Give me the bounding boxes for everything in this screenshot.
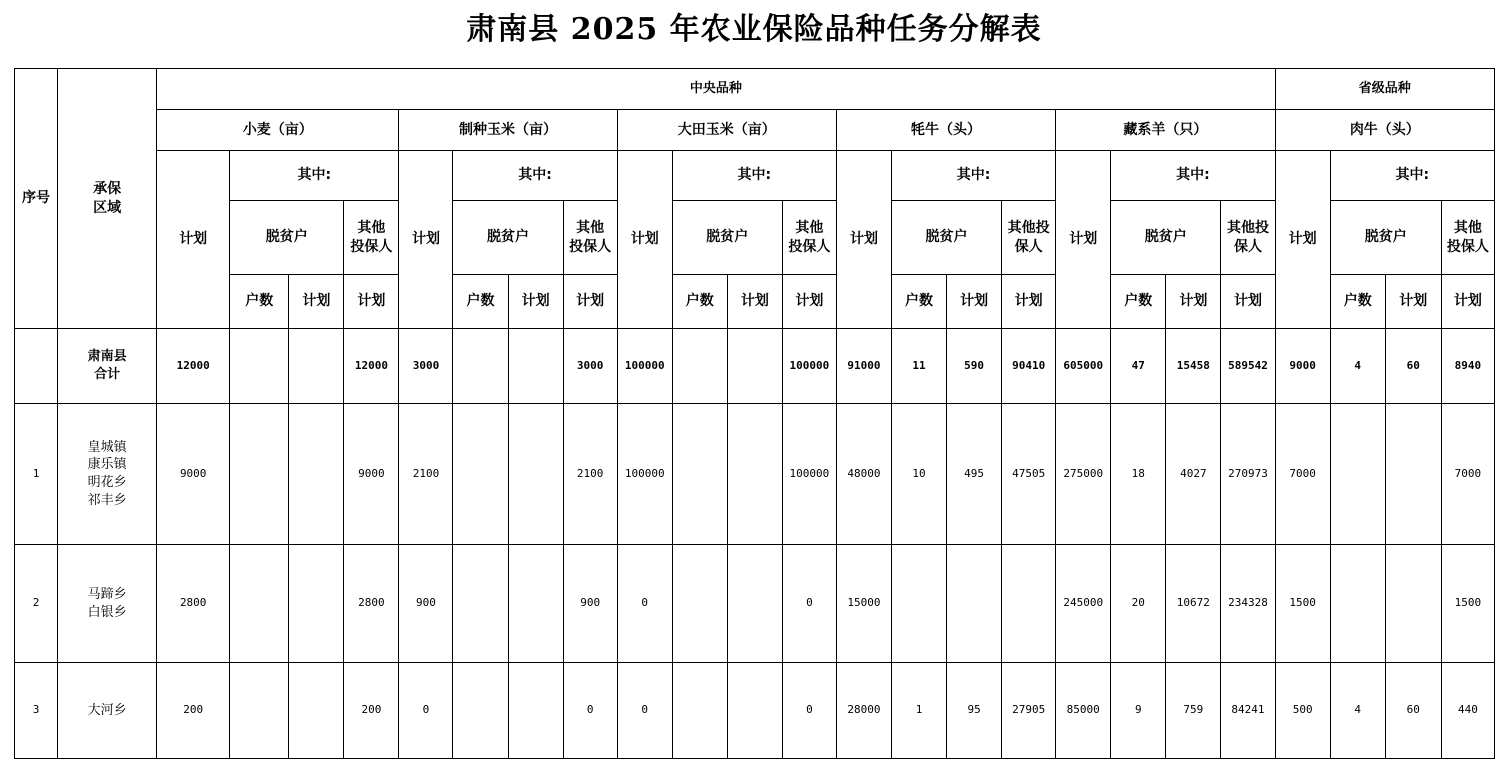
insurance-task-table (14, 68, 1495, 759)
cell-sheep-poverty-plan: 15458 (1166, 329, 1221, 404)
cell-field-corn-others-plan: 100000 (782, 404, 836, 545)
cell-cattle-plan: 1500 (1275, 545, 1330, 663)
header-yak-others: 其他投 保人 (1002, 201, 1056, 275)
cell-seed-corn-others-plan: 0 (563, 663, 617, 759)
header-wheat-poverty: 脱贫户 (230, 201, 344, 275)
row-seq (15, 329, 58, 404)
cell-seed-corn-poverty-plan (508, 404, 563, 545)
cell-sheep-households: 20 (1111, 545, 1166, 663)
cell-field-corn-poverty-plan (727, 329, 782, 404)
cell-yak-others-plan: 47505 (1002, 404, 1056, 545)
table-row-total (15, 329, 1495, 404)
header-seed-corn-poverty-plan: 计划 (508, 275, 563, 329)
cell-field-corn-others-plan: 0 (782, 545, 836, 663)
header-sheep-households: 户数 (1111, 275, 1166, 329)
cell-field-corn-households (672, 663, 727, 759)
cell-seed-corn-others-plan: 3000 (563, 329, 617, 404)
cell-seed-corn-plan: 2100 (399, 404, 453, 545)
cell-wheat-others-plan: 12000 (344, 329, 399, 404)
header-seed-corn: 制种玉米（亩） (399, 110, 617, 151)
header-yak-households: 户数 (891, 275, 946, 329)
cell-yak-plan: 15000 (836, 545, 891, 663)
cell-sheep-plan: 245000 (1056, 545, 1111, 663)
cell-wheat-households (230, 663, 289, 759)
cell-sheep-others-plan: 270973 (1221, 404, 1275, 545)
cell-wheat-poverty-plan (289, 545, 344, 663)
header-yak-plan: 计划 (836, 151, 891, 329)
cell-sheep-plan: 275000 (1056, 404, 1111, 545)
cell-yak-poverty-plan: 590 (947, 329, 1002, 404)
header-cattle-poverty: 脱贫户 (1330, 201, 1441, 275)
cell-seed-corn-households (453, 329, 508, 404)
table-row (15, 545, 1495, 663)
cell-yak-plan: 28000 (836, 663, 891, 759)
cell-field-corn-plan: 0 (617, 663, 672, 759)
header-beef-cattle: 肉牛（头） (1275, 110, 1494, 151)
cell-field-corn-plan: 0 (617, 545, 672, 663)
cell-wheat-plan: 2800 (157, 545, 230, 663)
cell-yak-poverty-plan: 495 (947, 404, 1002, 545)
cell-seed-corn-plan: 900 (399, 545, 453, 663)
header-sheep-poverty: 脱贫户 (1111, 201, 1221, 275)
header-field-corn-households: 户数 (672, 275, 727, 329)
cell-seed-corn-poverty-plan (508, 663, 563, 759)
cell-seed-corn-households (453, 663, 508, 759)
header-tibetan-sheep: 藏系羊（只） (1056, 110, 1275, 151)
header-region: 承保 区域 (58, 69, 157, 329)
cell-cattle-others-plan: 8940 (1441, 329, 1494, 404)
header-sheep-others-plan: 计划 (1221, 275, 1275, 329)
cell-sheep-households: 18 (1111, 404, 1166, 545)
header-seed-corn-among: 其中: (453, 151, 617, 201)
cell-sheep-households: 9 (1111, 663, 1166, 759)
cell-yak-households: 11 (891, 329, 946, 404)
header-yak-poverty-plan: 计划 (947, 275, 1002, 329)
header-seed-corn-plan: 计划 (399, 151, 453, 329)
header-seed-corn-others-plan: 计划 (563, 275, 617, 329)
header-field-corn-among: 其中: (672, 151, 836, 201)
cell-wheat-others-plan: 200 (344, 663, 399, 759)
header-provincial-varieties: 省级品种 (1275, 69, 1494, 110)
header-yak-among: 其中: (891, 151, 1055, 201)
header-wheat-households: 户数 (230, 275, 289, 329)
header-cattle-poverty-plan: 计划 (1385, 275, 1441, 329)
cell-wheat-others-plan: 9000 (344, 404, 399, 545)
cell-wheat-poverty-plan (289, 329, 344, 404)
header-central-varieties: 中央品种 (157, 69, 1275, 110)
cell-field-corn-poverty-plan (727, 545, 782, 663)
cell-cattle-others-plan: 1500 (1441, 545, 1494, 663)
header-seq: 序号 (15, 69, 58, 329)
header-wheat-plan: 计划 (157, 151, 230, 329)
cell-cattle-poverty-plan: 60 (1385, 663, 1441, 759)
cell-cattle-poverty-plan (1385, 404, 1441, 545)
header-cattle-households: 户数 (1330, 275, 1385, 329)
cell-cattle-others-plan: 440 (1441, 663, 1494, 759)
cell-seed-corn-others-plan: 900 (563, 545, 617, 663)
header-field-corn-others-plan: 计划 (782, 275, 836, 329)
cell-sheep-others-plan: 84241 (1221, 663, 1275, 759)
cell-field-corn-households (672, 545, 727, 663)
cell-sheep-others-plan: 589542 (1221, 329, 1275, 404)
cell-yak-households: 1 (891, 663, 946, 759)
cell-cattle-others-plan: 7000 (1441, 404, 1494, 545)
cell-sheep-plan: 85000 (1056, 663, 1111, 759)
cell-yak-households: 10 (891, 404, 946, 545)
cell-seed-corn-poverty-plan (508, 329, 563, 404)
cell-yak-others-plan: 27905 (1002, 663, 1056, 759)
header-seed-corn-others: 其他 投保人 (563, 201, 617, 275)
cell-yak-plan: 48000 (836, 404, 891, 545)
cell-yak-others-plan: 90410 (1002, 329, 1056, 404)
header-sheep-plan: 计划 (1056, 151, 1111, 329)
cell-cattle-plan: 9000 (1275, 329, 1330, 404)
cell-seed-corn-plan: 0 (399, 663, 453, 759)
row-seq: 2 (15, 545, 58, 663)
cell-field-corn-poverty-plan (727, 404, 782, 545)
cell-cattle-plan: 7000 (1275, 404, 1330, 545)
header-wheat-others-plan: 计划 (344, 275, 399, 329)
header-field-corn-poverty-plan: 计划 (727, 275, 782, 329)
cell-yak-plan: 91000 (836, 329, 891, 404)
row-seq: 3 (15, 663, 58, 759)
cell-wheat-plan: 200 (157, 663, 230, 759)
cell-sheep-plan: 605000 (1056, 329, 1111, 404)
cell-wheat-households (230, 545, 289, 663)
cell-seed-corn-poverty-plan (508, 545, 563, 663)
cell-field-corn-plan: 100000 (617, 404, 672, 545)
header-seed-corn-poverty: 脱贫户 (453, 201, 563, 275)
header-sheep-others: 其他投 保人 (1221, 201, 1275, 275)
table-row (15, 404, 1495, 545)
row-seq: 1 (15, 404, 58, 545)
table-row (15, 663, 1495, 759)
cell-wheat-households (230, 404, 289, 545)
cell-cattle-households: 4 (1330, 329, 1385, 404)
cell-cattle-poverty-plan: 60 (1385, 329, 1441, 404)
cell-wheat-households (230, 329, 289, 404)
cell-yak-others-plan (1002, 545, 1056, 663)
header-yak-others-plan: 计划 (1002, 275, 1056, 329)
header-wheat: 小麦（亩） (157, 110, 399, 151)
cell-field-corn-households (672, 404, 727, 545)
header-field-corn-plan: 计划 (617, 151, 672, 329)
cell-field-corn-poverty-plan (727, 663, 782, 759)
header-wheat-among: 其中: (230, 151, 399, 201)
cell-cattle-poverty-plan (1385, 545, 1441, 663)
header-field-corn: 大田玉米（亩） (617, 110, 836, 151)
cell-wheat-others-plan: 2800 (344, 545, 399, 663)
cell-field-corn-plan: 100000 (617, 329, 672, 404)
cell-sheep-poverty-plan: 4027 (1166, 404, 1221, 545)
cell-sheep-others-plan: 234328 (1221, 545, 1275, 663)
cell-wheat-poverty-plan (289, 663, 344, 759)
cell-field-corn-households (672, 329, 727, 404)
cell-wheat-plan: 9000 (157, 404, 230, 545)
cell-wheat-poverty-plan (289, 404, 344, 545)
cell-sheep-households: 47 (1111, 329, 1166, 404)
header-cattle-others-plan: 计划 (1441, 275, 1494, 329)
header-sheep-poverty-plan: 计划 (1166, 275, 1221, 329)
cell-cattle-plan: 500 (1275, 663, 1330, 759)
row-region: 大河乡 (58, 663, 157, 759)
header-cattle-plan: 计划 (1275, 151, 1330, 329)
header-wheat-others: 其他 投保人 (344, 201, 399, 275)
header-yak-poverty: 脱贫户 (891, 201, 1001, 275)
cell-sheep-poverty-plan: 10672 (1166, 545, 1221, 663)
header-seed-corn-households: 户数 (453, 275, 508, 329)
row-region: 肃南县 合计 (58, 329, 157, 404)
header-cattle-others: 其他 投保人 (1441, 201, 1494, 275)
cell-wheat-plan: 12000 (157, 329, 230, 404)
header-cattle-among: 其中: (1330, 151, 1494, 201)
row-region: 马蹄乡 白银乡 (58, 545, 157, 663)
cell-seed-corn-others-plan: 2100 (563, 404, 617, 545)
document-title: 肃南县 2025 年农业保险品种任务分解表 (466, 12, 1042, 47)
cell-seed-corn-households (453, 404, 508, 545)
header-wheat-poverty-plan: 计划 (289, 275, 344, 329)
cell-cattle-households: 4 (1330, 663, 1385, 759)
cell-field-corn-others-plan: 100000 (782, 329, 836, 404)
header-field-corn-others: 其他 投保人 (782, 201, 836, 275)
cell-seed-corn-households (453, 545, 508, 663)
cell-cattle-households (1330, 404, 1385, 545)
cell-seed-corn-plan: 3000 (399, 329, 453, 404)
header-yak: 牦牛（头） (836, 110, 1055, 151)
row-region: 皇城镇 康乐镇 明花乡 祁丰乡 (58, 404, 157, 545)
header-field-corn-poverty: 脱贫户 (672, 201, 782, 275)
cell-field-corn-others-plan: 0 (782, 663, 836, 759)
cell-yak-poverty-plan (947, 545, 1002, 663)
cell-yak-poverty-plan: 95 (947, 663, 1002, 759)
cell-cattle-households (1330, 545, 1385, 663)
cell-sheep-poverty-plan: 759 (1166, 663, 1221, 759)
header-sheep-among: 其中: (1111, 151, 1275, 201)
cell-yak-households (891, 545, 946, 663)
